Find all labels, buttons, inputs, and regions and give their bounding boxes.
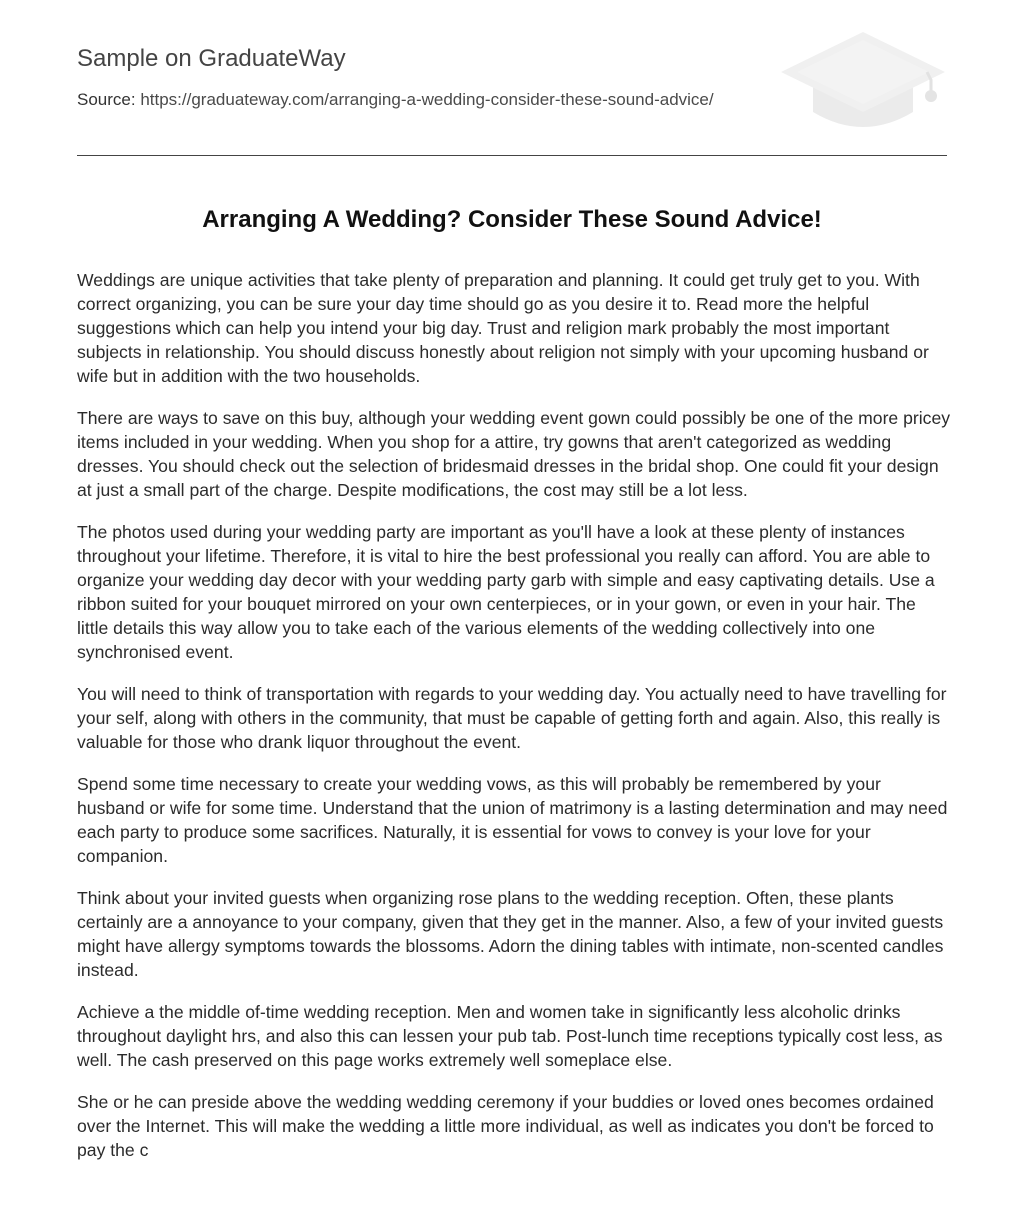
source-line [77,88,714,112]
graduation-cap-icon [779,30,947,134]
paragraph: You will need to think of transportation with regards to your wedding day. You actually need to have travelling for your self, along with others in the community, that must be capable of getting forth and again. Also, this really is valuable for those who drank liquor throughout the event. [77,684,947,752]
page-header [77,0,947,156]
paragraph: The photos used during your wedding party are important as you'll have a look at these plenty of instances throughout your lifetime. Therefore, it is vital to hire the best professional you really can afford. You are able to organize your wedding day decor with your wedding party garb with simple and easy captivating details. Use a ribbon suited for your bouquet mirrored on your own centerpieces, or in your gown, or even in your hair. The little details this way allow you to take each of the various elements of the wedding collectively into one synchronised event. [77,522,935,662]
source-label: Source: [77,90,136,109]
site-title: Sample on GraduateWay [77,45,346,72]
paragraph: She or he can preside above the wedding wedding ceremony if your buddies or loved ones becomes ordained over the Internet. This will make the wedding a little more individual, as well as indicates you don't be forced to pay the c [77,1092,934,1160]
paragraph: Achieve a the middle of-time wedding reception. Men and women take in significantly less alcoholic drinks throughout daylight hrs, and also this can lessen your pub tab. Post-lunch time receptions typically cost less, as well. The cash preserved on this page works extremely well someplace else. [77,1002,943,1070]
paragraph: There are ways to save on this buy, although your wedding event gown could possibly be one of the more pricey items included in your wedding. When you shop for a attire, try gowns that aren't categorized as wedding dresses. You should check out the selection of bridesmaid dresses in the bridal shop. One could fit your design at just a small part of the charge. Despite modifications, the cost may still be a lot less. [77,408,951,500]
document-body [77,268,951,1168]
paragraph: Think about your invited guests when organizing rose plans to the wedding reception. Often, these plants certainly are a annoyance to your company, given that they get in the manner. Also, a few of your invited guests might have allergy symptoms towards the blossoms. Adorn the dining tables with intimate, non-scented candles instead. [77,888,944,980]
paragraph: Weddings are unique activities that take plenty of preparation and planning. It could get truly get to you. With correct organizing, you can be sure your day time should go as you desire it to. Read more the helpful suggestions which can help you intend your big day. Trust and religion mark probably the most important subjects in relationship. You should discuss honestly about religion not simply with your upcoming husband or wife but in addition with the two households. [77,270,929,386]
header-divider [77,155,947,156]
paragraph: Spend some time necessary to create your wedding vows, as this will probably be remembered by your husband or wife for some time. Understand that the union of matrimony is a lasting determination and may need each party to produce some sacrifices. Naturally, it is essential for vows to convey is your love for your companion. [77,774,948,866]
source-link[interactable]: https://graduateway.com/arranging-a-wedding-consider-these-sound-advice/ [140,90,714,109]
document-title: Arranging A Wedding? Consider These Sound Advice! [202,206,822,233]
